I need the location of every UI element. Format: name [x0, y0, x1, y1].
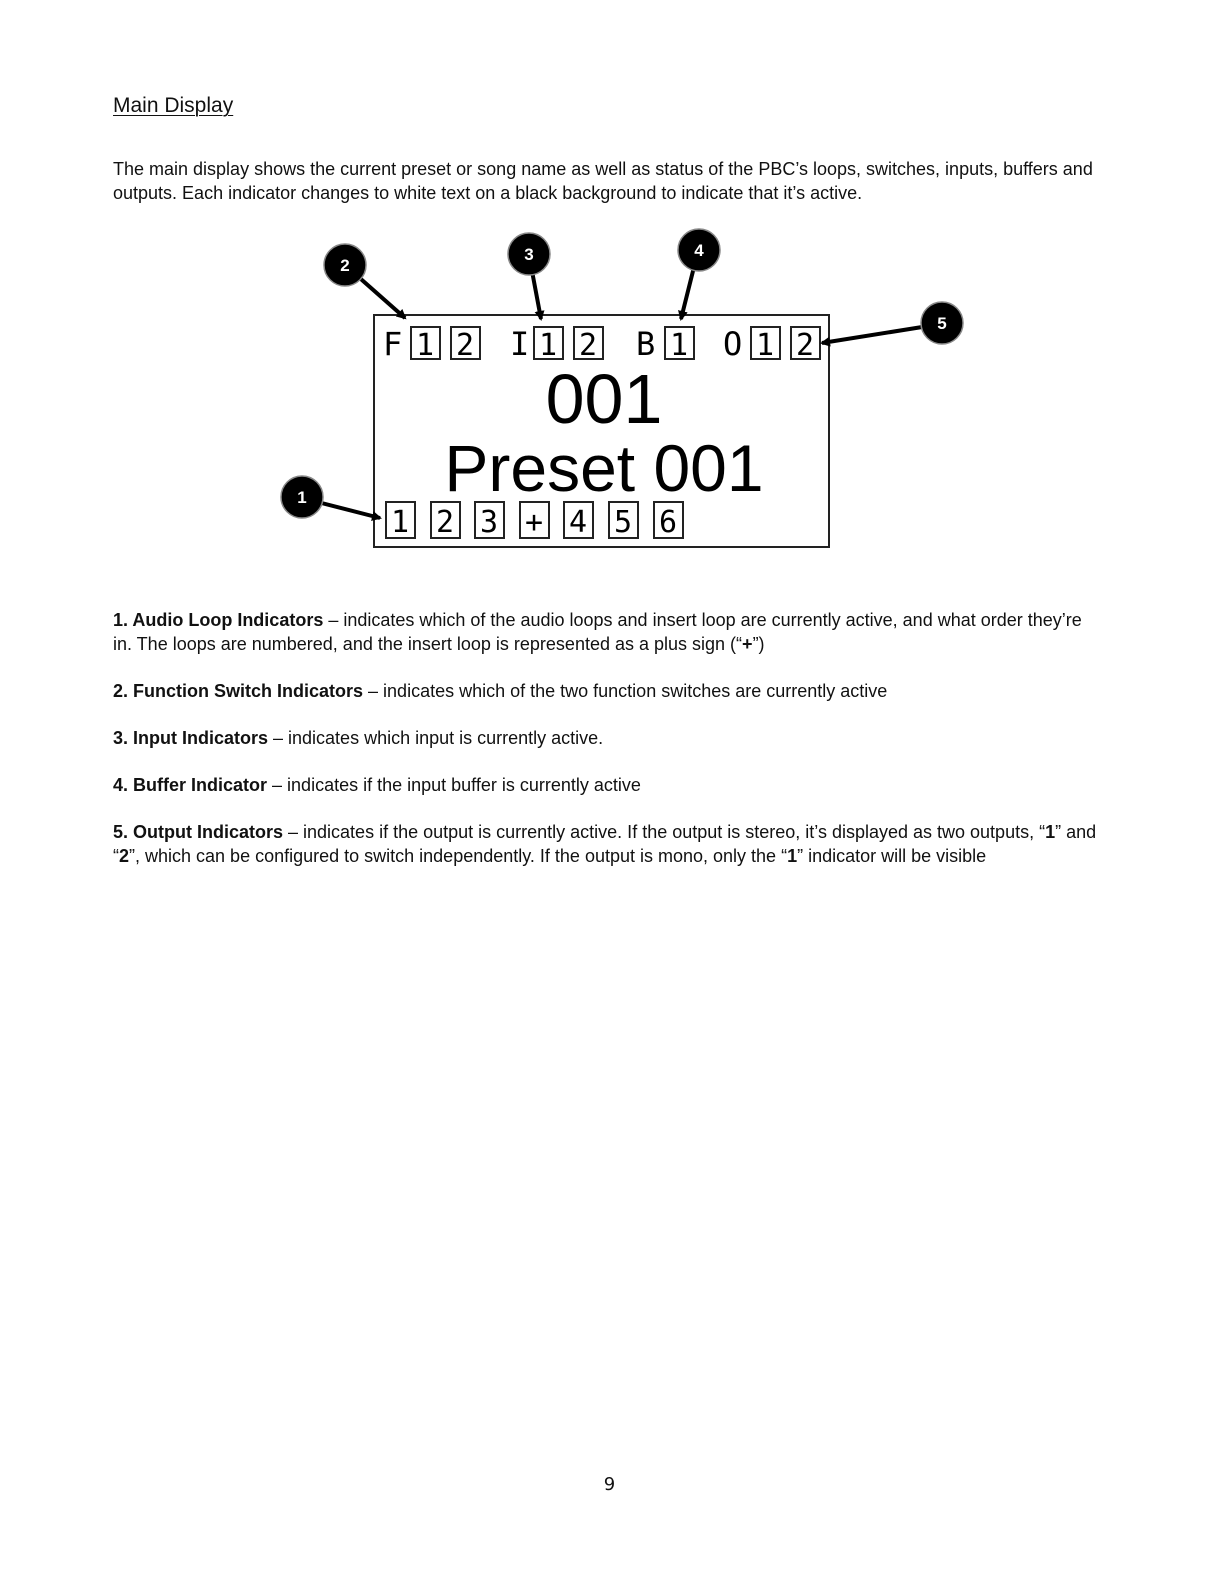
- buffer-label: B: [636, 325, 656, 363]
- svg-text:1: 1: [297, 488, 307, 507]
- svg-text:3: 3: [524, 245, 534, 264]
- svg-text:2: 2: [340, 256, 350, 275]
- svg-text:2: 2: [579, 328, 598, 363]
- svg-text:5: 5: [614, 505, 633, 540]
- indicator-descriptions: [113, 608, 1103, 891]
- output-label: O: [723, 325, 743, 363]
- description-function-switch: 2. Function Switch Indicators – indicates which of the two function switches are currently active: [113, 681, 888, 701]
- svg-text:2: 2: [456, 328, 475, 363]
- function-label: F: [383, 325, 403, 363]
- description-input: 3. Input Indicators – indicates which input is currently active.: [113, 728, 604, 748]
- description-output: 5. Output Indicators – indicates if the output is currently active. If the output is stereo, it’s displayed as two outputs, “1” and “2”, which can be configured to switch independently. If the output is mono, only the “1” indicator will be visible: [113, 822, 1097, 866]
- svg-text:5: 5: [937, 314, 947, 333]
- svg-text:2: 2: [796, 328, 815, 363]
- callout-5: [921, 302, 963, 344]
- svg-text:3: 3: [480, 505, 499, 540]
- svg-text:6: 6: [659, 505, 678, 540]
- input-label: I: [510, 325, 530, 363]
- description-audio-loop: 1. Audio Loop Indicators – indicates which of the audio loops and insert loop are currently active, and what order they’re in. The loops are numbered, and the insert loop is represented as a plus sign (“+”): [113, 610, 1082, 654]
- svg-text:4: 4: [569, 505, 588, 540]
- svg-text:4: 4: [694, 241, 704, 260]
- svg-text:+: +: [525, 505, 544, 540]
- preset-name: Preset 001: [444, 431, 764, 505]
- callout-3: [508, 233, 550, 275]
- svg-text:2: 2: [436, 505, 455, 540]
- callout-2: [324, 244, 366, 286]
- callout-4: [678, 229, 720, 271]
- section-heading: Main Display: [113, 94, 234, 117]
- svg-text:1: 1: [391, 505, 410, 540]
- intro-paragraph: The main display shows the current preset or song name as well as status of the PBC’s loops, switches, inputs, buffers and outputs. Each indicator changes to white text on a black background to indicate that it’s active.: [113, 159, 1093, 203]
- description-buffer: 4. Buffer Indicator – indicates if the input buffer is currently active: [113, 775, 641, 795]
- main-display-figure: [270, 222, 980, 562]
- preset-number: 001: [545, 360, 663, 438]
- svg-text:1: 1: [416, 328, 435, 363]
- callout-1: [281, 476, 323, 518]
- svg-text:1: 1: [756, 328, 775, 363]
- svg-text:1: 1: [670, 328, 689, 363]
- page-number: 9: [603, 1474, 616, 1495]
- svg-text:1: 1: [539, 328, 558, 363]
